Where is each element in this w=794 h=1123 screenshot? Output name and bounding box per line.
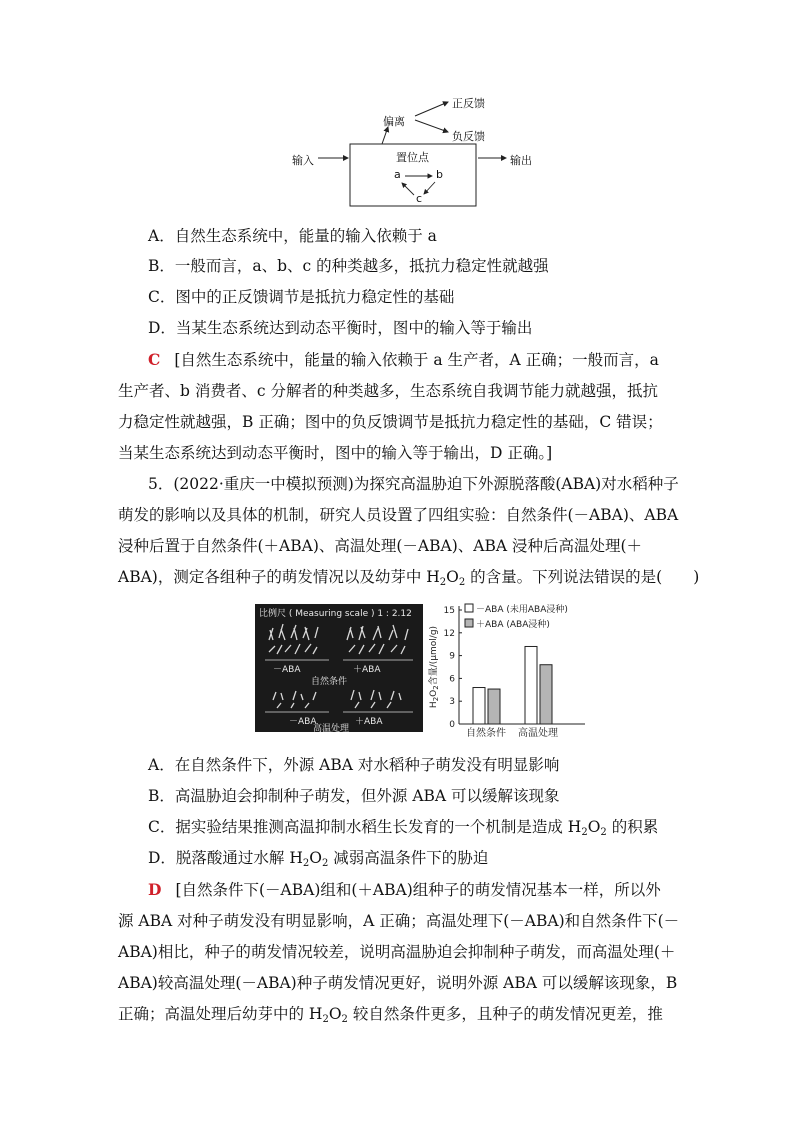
y-tick-label: 3 [449,697,455,708]
legend-label: －ABA (未用ABA浸种) [476,605,568,615]
q5-stem-line2: 萌发的影响以及具体的机制，研究人员设置了四组实验：自然条件(－ABA)、ABA [118,506,679,524]
y-tick-label: 12 [443,628,455,639]
y-tick-label: 9 [449,651,455,662]
q5-option-a: A．在自然条件下，外源 ABA 对水稻种子萌发没有明显影响 [148,756,560,774]
seedling-photo [255,604,423,732]
negative-feedback-arrow [415,120,448,132]
q5-stem-line3: 浸种后置于自然条件(＋ABA)、高温处理(－ABA)、ABA 浸种后高温处理(＋ [118,537,642,555]
bar [540,665,552,724]
q4-explanation-line4: 当某生态系统达到动态平衡时，图中的输入等于输出，D 正确。] [118,444,553,462]
set-point-label: 置位点 [396,151,429,164]
q5-explanation-line1: D [自然条件下(－ABA)组和(＋ABA)组种子的萌发情况基本一样，所以外 [148,880,661,899]
q5-explanation-line5: 正确；高温处理后幼芽中的 $H_2O_2$ 较自然条件更多，且种子的萌发情况更差，推 [118,1005,663,1025]
h2o2-bar-chart [425,600,595,742]
y-tick-label: 6 [449,674,455,685]
q5-stem-line4: ABA)，测定各组种子的萌发情况以及幼芽中 $H_2O_2$ 的含量。下列说法错误的是( ) [118,568,700,588]
scale-label: 比例尺 ( Measuring scale ) 1 : 2.12 [259,609,412,619]
natural-condition-label: 自然条件 [311,677,348,687]
node-a: a [394,168,401,181]
q4-option-a: A．自然生态系统中，能量的输入依赖于 a [148,227,437,245]
chart-svg [425,600,595,742]
b-to-c-arrow [424,182,435,194]
c-to-a-arrow [402,183,414,195]
negative-feedback-label: 负反馈 [452,130,485,143]
deviation-label: 偏离 [383,115,405,128]
q4-option-b: B．一般而言，a、b、c 的种类越多，抵抗力稳定性就越强 [148,257,549,275]
q4-option-d: D．当某生态系统达到动态平衡时，图中的输入等于输出 [148,319,533,337]
deviation-arrow [382,127,388,144]
q5-option-c: C．据实验结果推测高温抑制水稻生长发育的一个机制是造成 $H_2O_2$ 的积累 [148,818,659,838]
y-tick-label: 0 [449,720,455,730]
positive-feedback-arrow [415,102,448,116]
hightemp-minus-aba-label: －ABA [289,717,317,727]
hightemp-plus-aba-label: ＋ABA [355,717,383,727]
q4-explanation-line1: C [自然生态系统中，能量的输入依赖于 a 生产者，A 正确；一般而言，a [148,350,659,369]
natural-plus-aba-label: ＋ABA [353,665,381,675]
natural-minus-aba-label: －ABA [273,665,301,675]
q4-answer: C [148,350,161,369]
q4-explanation-line2: 生产者、b 消费者、c 分解者的种类越多，生态系统自我调节能力就越强，抵抗 [118,382,658,400]
node-b: b [436,168,443,181]
high-temp-label: 高温处理 [313,724,350,734]
q4-explanation-line3: 力稳定性就越强，B 正确；图中的负反馈调节是抵抗力稳定性的基础，C 错误； [118,413,663,431]
node-c: c [416,192,423,205]
q5-stem-line1: 5．(2022·重庆一中模拟预测)为探究高温胁迫下外源脱落酸(ABA)对水稻种子 [148,475,679,493]
legend-swatch [465,604,473,612]
q5-option-b: B．高温胁迫会抑制种子萌发，但外源 ABA 可以缓解该现象 [148,787,560,805]
legend-swatch [465,619,473,627]
legend-label: ＋ABA (ABA浸种) [476,620,550,630]
output-label: 输出 [510,154,532,167]
q5-explanation-line3: ABA)相比，种子的萌发情况较差，说明高温胁迫会抑制种子萌发，而高温处理(＋ [118,943,676,961]
q5-option-d: D．脱落酸通过水解 $H_2O_2$ 减弱高温条件下的胁迫 [148,849,489,869]
bar [525,646,537,724]
x-tick-label: 高温处理 [518,728,558,739]
feedback-diagram [280,92,550,212]
x-tick-label: 自然条件 [466,728,506,739]
y-tick-label: 15 [443,606,455,616]
bar [488,689,500,724]
y-axis-label: $H_2O_2$含量/(μmol/g) [429,625,440,709]
q5-explanation-line4: ABA)较高温处理(－ABA)种子萌发情况更好，说明外源 ABA 可以缓解该现象，B [118,974,678,992]
bar [473,688,485,724]
positive-feedback-label: 正反馈 [452,97,485,110]
q4-option-c: C．图中的正反馈调节是抵抗力稳定性的基础 [148,288,455,306]
q5-explanation-line2: 源 ABA 对种子萌发没有明显影响，A 正确；高温处理下(－ABA)和自然条件下(－ [118,912,680,930]
input-label: 输入 [292,154,314,167]
q5-answer: D [148,880,162,899]
